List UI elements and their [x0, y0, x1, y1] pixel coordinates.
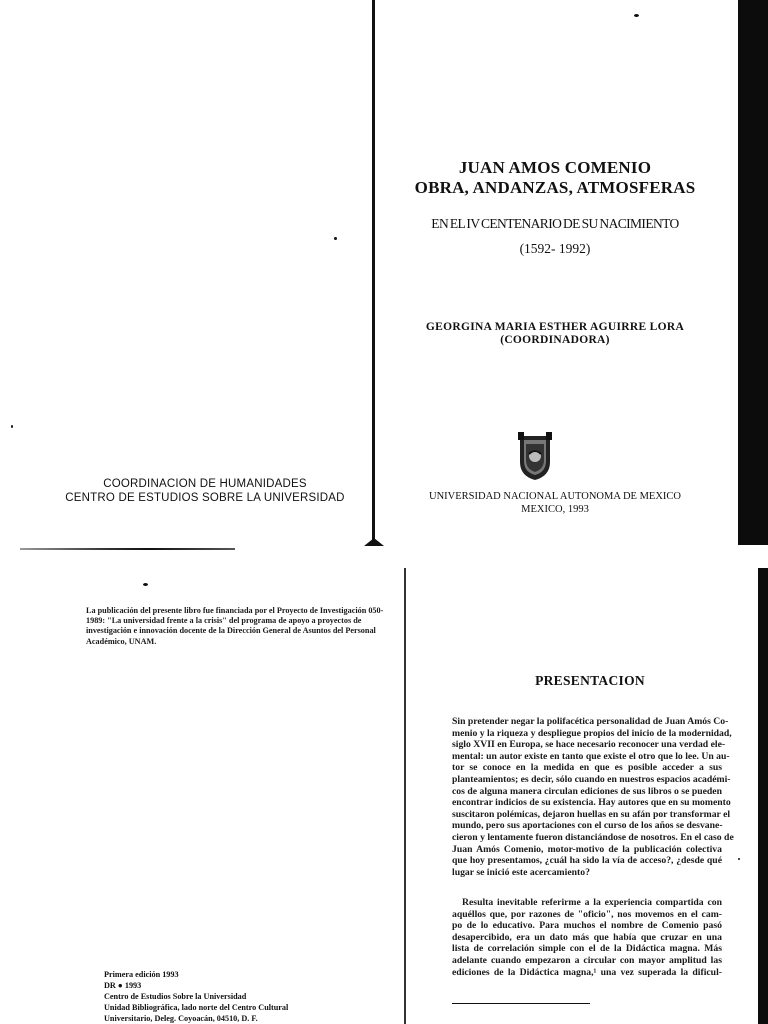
funding-note — [86, 606, 386, 647]
ink-speck — [143, 583, 148, 586]
ink-speck — [634, 14, 639, 17]
funding-note-line: investigación e innovación docente de la Dirección General de Asuntos del Personal — [86, 626, 376, 636]
author — [380, 321, 730, 347]
title-line2: OBRA, ANDANZAS, ATMOSFERAS — [414, 178, 696, 197]
author-role: (COORDINADORA) — [500, 334, 610, 346]
section-heading: PRESENTACION — [535, 673, 645, 688]
gutter-notch — [364, 538, 384, 546]
colophon-line: Primera edición 1993 — [104, 970, 179, 979]
half-title-block — [40, 477, 370, 505]
text-line: desapercibido, era un dato más que había que cruzar en una — [452, 931, 722, 943]
text-line: aquéllos que, por razones de "oficio", nos movemos en el cam- — [452, 908, 722, 920]
colophon-line: Centro de Estudios Sobre la Universidad — [104, 992, 247, 1001]
text-line: mundo, pero sus aportaciones con el curso de los años se desvane- — [452, 820, 723, 832]
bottom-spread-gutter — [404, 568, 406, 1024]
text-line: que hoy presentamos, ¿cuál ha sido la vía de acceso?, ¿desde qué — [452, 855, 722, 867]
ink-speck — [11, 425, 13, 428]
text-line: mental: un autor existe en tanto que existe el otro que lo lee. Un au- — [452, 750, 730, 762]
page-edge-shadow-top — [738, 0, 768, 545]
top-spread-gutter — [372, 0, 375, 545]
text-line: Sin pretender negar la polifacética personalidad de Juan Amós Co- — [452, 716, 729, 727]
text-line: planteamientos; es decir, sólo cuando en nuestros espacios académi- — [452, 773, 731, 785]
text-line: cos de alguna manera circulan ediciones de sus libros o se pueden — [452, 785, 722, 797]
subtitle: EN EL IV CENTENARIO DE SU NACIMIENTO — [431, 216, 679, 231]
colophon-line: DR ● 1993 — [104, 981, 142, 990]
text-line: menio y la riqueza y despliegue propios del inicio de la modernidad, — [452, 727, 732, 739]
text-line: adelante cuando empezaron a circular con mayor amplitud las — [452, 954, 722, 966]
text-line: lugar se inició este acercamiento? — [452, 866, 590, 878]
years: (1592- 1992) — [519, 241, 591, 256]
ink-speck — [738, 858, 740, 860]
text-line: encontrar indicios de su existencia. Hay autores que en su momento — [452, 797, 731, 809]
half-title-line1: COORDINACION DE HUMANIDADES — [103, 478, 307, 490]
spread-separator — [20, 548, 235, 550]
text-line: suscitaron polémicas, dejaron huellas en su afán por transformar el — [452, 808, 731, 820]
colophon-line: Universitario, Deleg. Coyoacán, 04510, D. F. — [104, 1014, 258, 1023]
text-line: lista de correlación simple con el de la Didáctica magna. Más — [452, 943, 722, 955]
text-line: tor se conoce en la medida en que es posible acceder a sus — [452, 762, 722, 774]
paragraph-2 — [452, 897, 722, 978]
text-line: siglo XVII en Europa, se hace necesario reconocer una verdad ele- — [452, 739, 726, 751]
ink-speck — [334, 237, 337, 240]
text-line: cieron y lentamente fueron distanciándose de nosotros. En el caso de — [452, 831, 734, 843]
colophon-line: Unidad Bibliográfica, lado norte del Centro Cultural — [104, 1003, 289, 1012]
publisher-block — [380, 490, 730, 516]
title-line1: JUAN AMOS COMENIO — [458, 158, 652, 177]
text-line: Resulta inevitable referirme a la experiencia compartida con — [462, 897, 722, 908]
page-edge-shadow-bottom — [758, 568, 768, 1024]
colophon — [104, 969, 384, 1024]
funding-note-line: 1989: "La universidad frente a la crisis" del programa de apoyo a proyectos de — [86, 616, 362, 626]
author-name: GEORGINA MARIA ESTHER AGUIRRE LORA — [425, 321, 685, 333]
text-line: po de lo educativo. Para muchos el nombre de Comenio pasó — [452, 920, 722, 932]
footnote-rule — [452, 1003, 590, 1004]
funding-note-line: La publicación del presente libro fue financiada por el Proyecto de Investigación 050- — [86, 606, 384, 615]
paragraph-1 — [452, 716, 734, 878]
unam-seal-icon — [516, 432, 554, 482]
text-line: ediciones de la Didáctica magna,¹ una vez superada la dificul- — [452, 966, 722, 978]
text-line: Juan Amós Comenio, motor-motivo de la publicación colectiva — [452, 843, 722, 855]
funding-note-line: Académico, UNAM. — [86, 636, 157, 646]
half-title-line2: CENTRO DE ESTUDIOS SOBRE LA UNIVERSIDAD — [65, 492, 345, 504]
publisher: UNIVERSIDAD NACIONAL AUTONOMA DE MEXICO — [429, 491, 681, 502]
place-year: MEXICO, 1993 — [521, 504, 589, 515]
